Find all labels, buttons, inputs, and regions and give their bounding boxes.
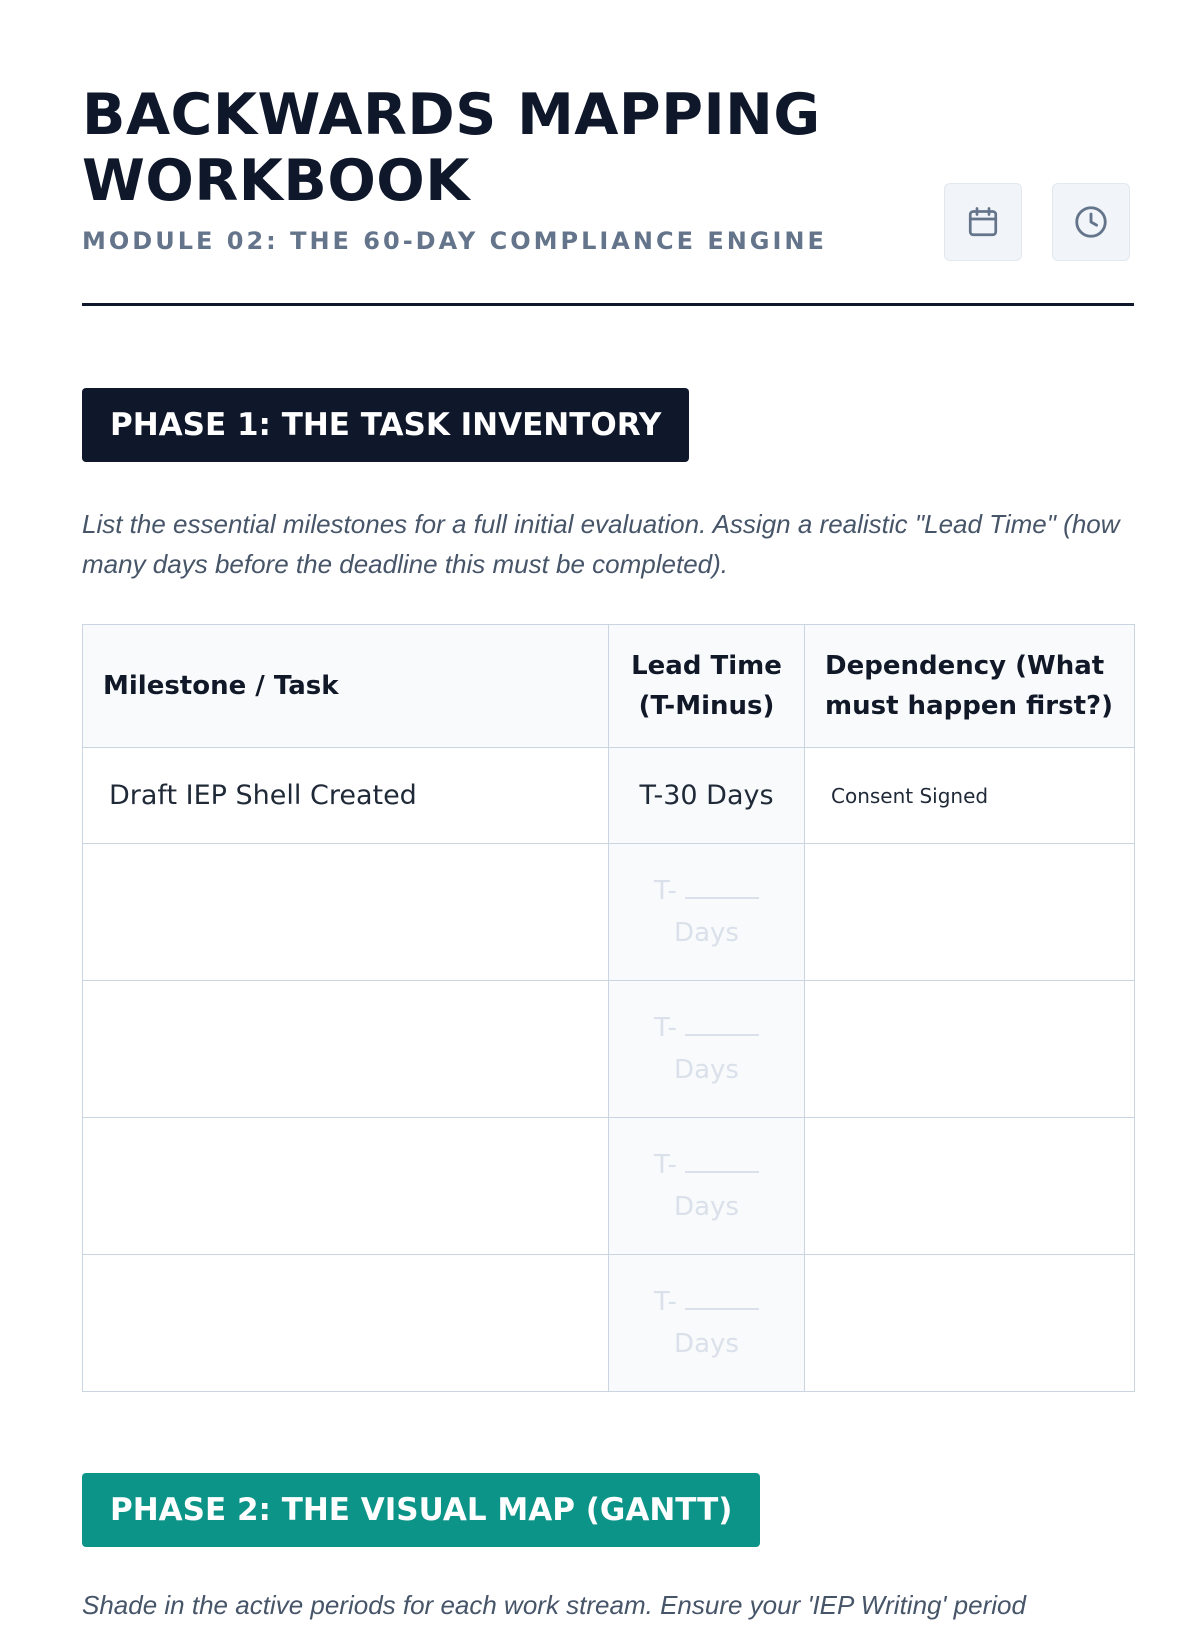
header-divider [82, 303, 1134, 306]
lead-time-cell[interactable] [609, 844, 805, 981]
lead-prefix: T- [654, 1287, 677, 1317]
dependency-cell[interactable] [805, 1255, 1135, 1392]
lead-time-placeholder [654, 870, 759, 954]
fill-in-line [685, 1034, 759, 1036]
dependency-cell[interactable]: Consent Signed [805, 748, 1135, 844]
lead-time-cell[interactable] [609, 1118, 805, 1255]
lead-time-placeholder [654, 1007, 759, 1091]
fill-in-line [685, 897, 759, 899]
lead-time-cell[interactable] [609, 1255, 805, 1392]
phase-1-instructions: List the essential milestones for a full initial evaluation. Assign a realistic "Lead Time" (how many days before the deadline this must be completed). [82, 509, 1120, 579]
lead-suffix: Days [674, 1055, 739, 1085]
lead-prefix: T- [654, 1150, 677, 1180]
page-title [82, 82, 942, 214]
lead-time-placeholder [654, 1144, 759, 1228]
lead-time-cell[interactable] [609, 981, 805, 1118]
lead-suffix: Days [674, 1192, 739, 1222]
module-subtitle: MODULE 02: THE 60-DAY COMPLIANCE ENGINE [82, 227, 827, 255]
clock-icon [1072, 203, 1110, 241]
lead-time-cell[interactable]: T-30 Days [609, 748, 805, 844]
task-cell[interactable] [83, 1118, 609, 1255]
lead-suffix: Days [674, 1329, 739, 1359]
table-row [83, 981, 1135, 1118]
clock-button[interactable] [1052, 183, 1130, 261]
column-header-dependency: Dependency (What must happen first?) [805, 625, 1135, 748]
lead-prefix: T- [654, 1013, 677, 1043]
table-row [83, 1118, 1135, 1255]
task-inventory-table [82, 624, 1135, 1392]
workbook-page [82, 0, 1134, 1620]
title-line-2: WORKBOOK [82, 148, 470, 214]
title-line-1: BACKWARDS MAPPING [82, 82, 821, 148]
task-cell[interactable] [83, 844, 609, 981]
fill-in-line [685, 1308, 759, 1310]
column-header-lead-time: Lead Time (T-Minus) [609, 625, 805, 748]
dependency-cell[interactable] [805, 981, 1135, 1118]
table-row [83, 1255, 1135, 1392]
task-cell[interactable] [83, 1255, 609, 1392]
table-header-row [83, 625, 1135, 748]
lead-prefix: T- [654, 876, 677, 906]
phase-1-heading: PHASE 1: THE TASK INVENTORY [82, 388, 689, 462]
phase-2-instructions: Shade in the active periods for each work stream. Ensure your 'IEP Writing' period [82, 1590, 1026, 1620]
lead-suffix: Days [674, 918, 739, 948]
calendar-icon [965, 204, 1001, 240]
column-header-task: Milestone / Task [83, 625, 609, 748]
phase-2-heading: PHASE 2: THE VISUAL MAP (GANTT) [82, 1473, 760, 1547]
dependency-cell[interactable] [805, 844, 1135, 981]
fill-in-line [685, 1171, 759, 1173]
table-row [83, 844, 1135, 981]
page-header [82, 0, 1134, 306]
calendar-button[interactable] [944, 183, 1022, 261]
table-row [83, 748, 1135, 844]
lead-time-placeholder [654, 1281, 759, 1365]
task-cell[interactable]: Draft IEP Shell Created [83, 748, 609, 844]
dependency-cell[interactable] [805, 1118, 1135, 1255]
task-cell[interactable] [83, 981, 609, 1118]
